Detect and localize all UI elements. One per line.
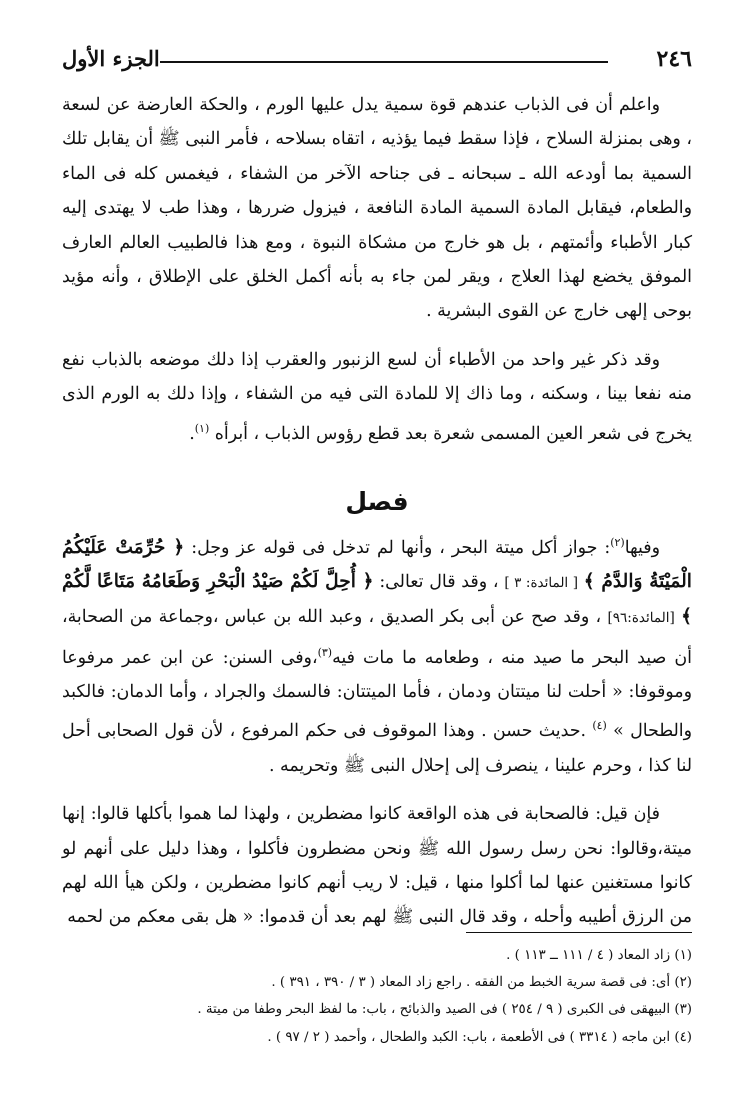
running-title: الجزء الأول [62, 46, 160, 71]
section-title: فصل [345, 486, 409, 516]
verse-ref-2: [المائدة:٩٦] [607, 610, 675, 627]
paragraph-2-text: وقد ذكر غير واحد من الأطباء أن لسع الزنبور والعقرب إذا دلك موضعه بالذباب نفع منه نفعا بينا ، وسكنه ، وما ذاك إلا للمادة التى فيه من الشفاء ، وإذا دلك به الورم الذى يخرج فى شعر العين المسمى شعرة بعد قطع رؤوس الذباب ، أبرأه [62, 349, 692, 444]
paragraph-2-end: . [189, 423, 195, 444]
main-text [62, 88, 692, 949]
footnote-rule [466, 932, 692, 933]
paragraph-3 [62, 526, 692, 783]
footnote-marker-1: (١) [194, 421, 210, 435]
footnote-4: (٤) ابن ماجه ( ٣٣١٤ ) فى الأطعمة ، باب: الكبد والطحال ، وأحمد ( ٢ / ٩٧ ) . [267, 1029, 692, 1045]
p3-f: .حديث حسن . وهذا الموقوف فى حكم المرفوع ، لأن قول الصحابى أحل لنا كذا ، وحرم علينا ، ينصرف إلى إحلال النبى ﷺ وتحريمه . [62, 721, 692, 776]
footnote-marker-3: (٣) [317, 645, 333, 659]
p3-e: ،وفى السنن: عن ابن عمر مرفوعا وموقوفا: « أحلت لنا ميتتان ودمان ، فأما الميتتان: فالسمك والجراد ، وأما الدمان: فالكبد والطحال » [62, 647, 693, 742]
paragraph-1: واعلم أن فى الذباب عندهم قوة سمية يدل عليها الورم ، والحكة العارضة عن لسعة ، وهى بمنزلة السلاح ، فإذا سقط فيما يؤذيه ، اتقاه بسلاحه ، فأمر النبى ﷺ أن يقابل تلك السمية بما أودعه الله ـ سبحانه ـ فى جناحه الآخر من الشفاء ، فيغمس كله فى الماء والطعام، فيقابل المادة السمية المادة النافعة ، فيزول ضررها ، وهذا طب لا يهتدى إليه كبار الأطباء وأئمتهم ، بل هو خارج من مشكاة النبوة ، ومع هذا فالطبيب العالم العارف الموفق يخضع لهذا العلاج ، ويقر لمن جاء به بأنه أكمل الخلق على الإطلاق ، وأنه مؤيد بوحى إلهى خارج عن القوى البشرية . [62, 95, 692, 322]
p3-d: ، وقد صح عن أبى بكر الصديق ، وعبد الله بن عباس ،وجماعة من الصحابة، أن صيد البحر ما صيد منه ، وطعامه ما مات فيه [62, 607, 692, 668]
verse-ref-1: [ المائدة: ٣ ] [504, 575, 578, 592]
footnote-1: (١) زاد المعاد ( ٤ / ١١١ ــ ١١٣ ) . [506, 948, 692, 963]
page-header [62, 44, 692, 78]
paragraph-4: فإن قيل: فالصحابة فى هذه الواقعة كانوا مضطرين ، ولهذا لما هموا بأكلها قالوا: إنها ميتة،وقالوا: نحن رسل رسول الله ﷺ ونحن مضطرون فأكلوا ، وهذا دليل على أنهم لو كانوا مستغنين عنها لما أكلوا منها ، قيل: لا ريب أنهم كانوا مضطرين ، ولكن هيأ الله لهم من الرزق أطيبه وأحله ، وقد قال النبى ﷺ لهم بعد أن قدموا: « هل بقى معكم من لحمه [62, 804, 692, 928]
header-rule [160, 61, 608, 63]
p3-b: : جواز أكل ميتة البحر ، وأنها لم تدخل فى قوله عز وجل: [191, 537, 611, 558]
page-number: ٢٤٦ [656, 46, 692, 72]
quran-verse-2: ﴿ أُحِلَّ لَكُمْ صَيْدُ الْبَحْرِ وَطَعَامُهُ مَتَاعًا لَّكُمْ ﴾ [62, 571, 692, 628]
footnote-3: (٣) البيهقى فى الكبرى ( ٩ / ٢٥٤ ) فى الصيد والذبائح ، باب: ما لفظ البحر وطفا من ميتة . [197, 1002, 692, 1018]
p3-c: ، وقد قال تعالى: [379, 572, 499, 593]
footnotes [62, 942, 692, 1051]
quran-verse-1: ﴿ حُرِّمَتْ عَلَيْكُمُ الْمَيْتَةُ وَالدَّمُ ﴾ [62, 536, 692, 593]
paragraph-2 [62, 343, 692, 451]
p3-a: وفيها [624, 537, 660, 558]
footnote-marker-4: (٤) [592, 719, 607, 733]
footnote-marker-2: (٢) [610, 535, 625, 549]
footnote-2: (٢) أى: فى قصة سرية الخبط من الفقه . راجع زاد المعاد ( ٣ / ٣٩٠ ، ٣٩١ ) . [271, 975, 692, 991]
